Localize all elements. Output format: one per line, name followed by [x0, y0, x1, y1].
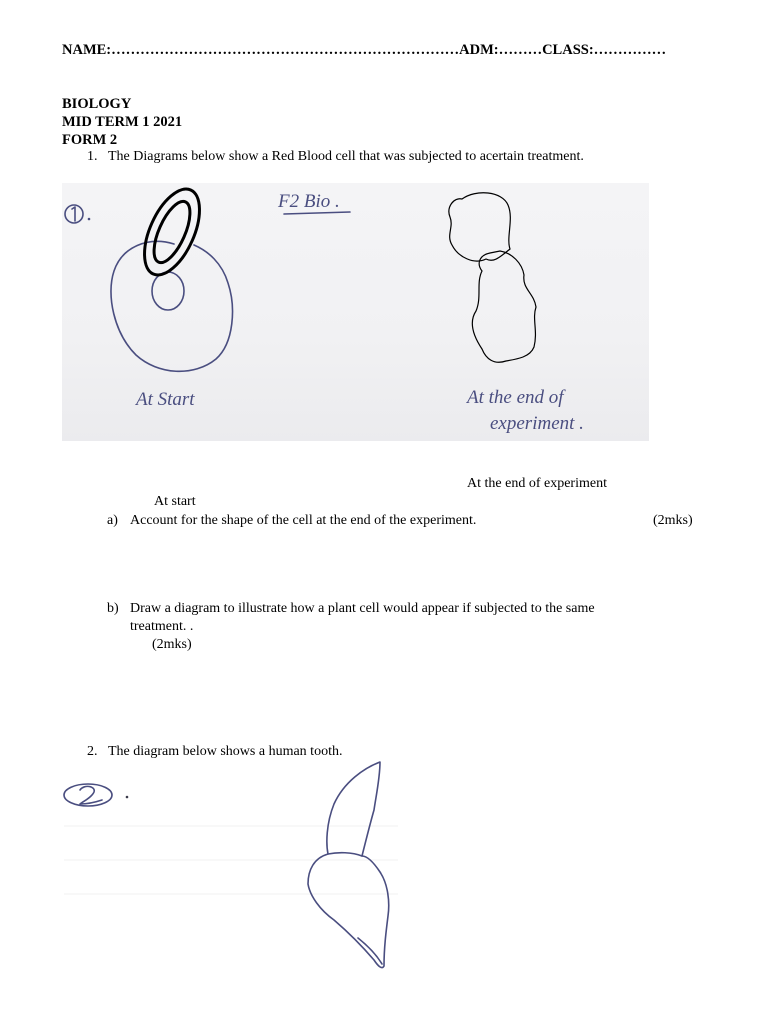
label-end-line1-handwriting: At the end of — [467, 387, 564, 408]
human-tooth-photo — [58, 760, 408, 972]
student-details-line: NAME:………………………………………………………………ADM:………CLASS:…………… — [62, 42, 667, 58]
question-2-number: 2. — [87, 744, 98, 759]
part-b-text-line2: treatment. . — [130, 619, 194, 634]
title-note-text: F2 Bio . — [278, 191, 340, 212]
title-note-handwriting — [277, 191, 350, 214]
label-at-start-handwriting: At Start — [136, 389, 195, 410]
part-b-label: b) — [107, 601, 119, 616]
subject-title: BIOLOGY — [62, 96, 132, 112]
part-b-text-line1: Draw a diagram to illustrate how a plant cell would appear if subjected to the same — [130, 601, 595, 616]
tooth-drawing — [308, 762, 389, 968]
question-2-text: The diagram below shows a human tooth. — [108, 744, 343, 759]
question-1-number: 1. — [87, 149, 98, 164]
part-a-marks: (2mks) — [653, 513, 693, 528]
exam-title: MID TERM 1 2021 — [62, 114, 183, 130]
question-2-handwritten-mark — [64, 784, 128, 806]
part-a-label: a) — [107, 513, 118, 528]
caption-end-of-experiment: At the end of experiment — [467, 476, 607, 491]
red-blood-cell-photo — [62, 183, 649, 441]
part-a-text: Account for the shape of the cell at the end of the experiment. — [130, 513, 477, 528]
label-end-line2-handwriting: experiment . — [490, 413, 584, 434]
part-b-marks: (2mks) — [152, 637, 192, 652]
caption-at-start: At start — [154, 494, 196, 509]
question-1-text: The Diagrams below show a Red Blood cell that was subjected to acertain treatment. — [108, 149, 584, 164]
question-1-handwritten-mark — [65, 205, 90, 223]
cell-at-start-drawing — [111, 183, 233, 371]
cell-at-end-drawing — [449, 193, 536, 363]
form-title: FORM 2 — [62, 132, 118, 148]
